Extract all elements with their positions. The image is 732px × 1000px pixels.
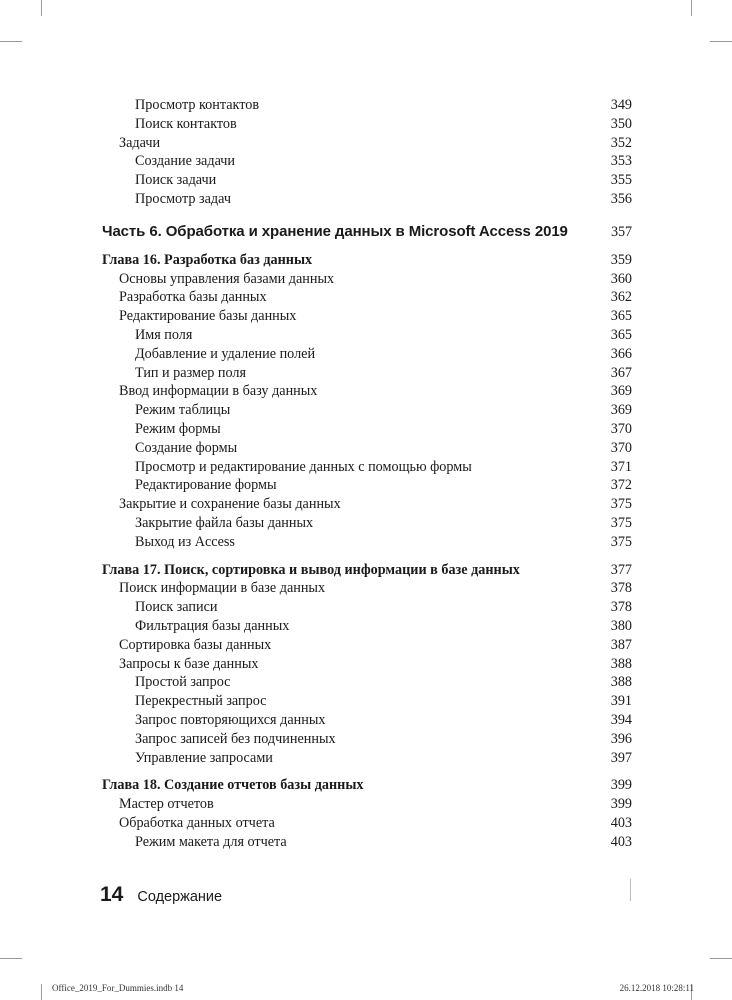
toc-subsection [102,171,632,190]
toc-subsection [102,326,632,345]
toc-entry-title: Основы управления базами данных [119,270,335,287]
toc-entry-title: Поиск записи [135,599,218,616]
toc-entry-title: Добавление и удаление полей [135,345,316,362]
toc-entry-title: Закрытие файла базы данных [135,514,314,531]
table-of-contents [102,96,632,851]
toc-entry-title: Разработка базы данных [119,289,267,306]
toc-entry-page-number: 378 [610,580,632,597]
toc-section [102,495,632,514]
toc-entry-page-number: 397 [610,749,632,766]
toc-entry-title: Поиск задачи [135,172,217,189]
toc-entry-page-number: 387 [610,636,632,653]
page-footer [100,883,222,907]
slug-file-name: Office_2019_For_Dummies.indb 14 [52,983,184,993]
toc-entry-title: Простой запрос [135,674,231,691]
slug-timestamp: 26.12.2018 10:28:11 [619,983,694,993]
toc-entry-title: Поиск информации в базе данных [119,580,326,597]
toc-entry-title: Глава 18. Создание отчетов базы данных [102,777,364,794]
toc-entry-title: Режим макета для отчета [135,833,287,850]
toc-entry-title: Просмотр и редактирование данных с помощью формы [135,458,472,475]
toc-entry-title: Тип и размер поля [135,364,246,381]
toc-subsection [102,420,632,439]
toc-entry-title: Редактирование базы данных [119,308,297,325]
toc-entry-title: Режим формы [135,420,221,437]
crop-mark-left-bottom [0,958,22,959]
toc-entry-page-number: 399 [610,777,632,794]
toc-chapter [102,776,632,795]
footer-divider [630,879,631,901]
toc-section [102,288,632,307]
toc-entry-page-number: 353 [610,153,632,170]
crop-mark-right-bottom [710,958,732,959]
toc-entry-page-number: 399 [610,796,632,813]
toc-entry-title: Перекрестный запрос [135,693,267,710]
toc-chapter [102,251,632,270]
toc-entry-page-number: 349 [610,97,632,113]
toc-entry-page-number: 355 [610,172,632,189]
page-number: 14 [100,883,124,906]
toc-entry-title: Имя поля [135,326,193,343]
toc-section [102,134,632,153]
toc-subsection [102,514,632,533]
toc-entry-page-number: 377 [610,561,632,578]
toc-entry-page-number: 366 [610,345,632,362]
crop-mark-top-left [41,0,42,16]
toc-entry-title: Фильтрация базы данных [135,617,290,634]
toc-subsection [102,833,632,852]
toc-subsection [102,730,632,749]
crop-mark-left-top [0,41,22,42]
toc-entry-title: Создание формы [135,439,238,456]
toc-entry-page-number: 371 [610,458,632,475]
toc-entry-title: Выход из Access [135,533,235,550]
toc-entry-page-number: 360 [610,270,632,287]
toc-subsection [102,458,632,477]
toc-entry-title: Управление запросами [135,749,273,766]
toc-subsection [102,533,632,552]
toc-entry-page-number: 396 [610,730,632,747]
toc-subsection [102,673,632,692]
toc-entry-page-number: 367 [610,364,632,381]
toc-subsection [102,692,632,711]
toc-entry-page-number: 391 [610,693,632,710]
toc-entry-title: Запросы к базе данных [119,655,259,672]
toc-entry-title: Мастер отчетов [119,796,214,813]
toc-entry-page-number: 378 [610,599,632,616]
toc-entry-title: Часть 6. Обработка и хранение данных в Microsoft Access 2019 [102,222,568,240]
toc-entry-page-number: 388 [610,655,632,672]
toc-entry-page-number: 380 [610,617,632,634]
toc-entry-page-number: 375 [610,496,632,513]
toc-entry-page-number: 369 [610,383,632,400]
toc-subsection [102,711,632,730]
toc-entry-title: Просмотр контактов [135,97,260,113]
toc-subsection [102,96,632,115]
toc-entry-title: Запрос повторяющихся данных [135,711,326,728]
toc-subsection [102,190,632,209]
toc-entry-page-number: 370 [610,439,632,456]
toc-subsection [102,401,632,420]
toc-entry-page-number: 372 [610,477,632,494]
crop-mark-right-top [710,41,732,42]
toc-entry-title: Поиск контактов [135,115,237,132]
toc-entry-page-number: 370 [610,420,632,437]
toc-subsection [102,152,632,171]
toc-entry-title: Обработка данных отчета [119,814,275,831]
toc-entry-page-number: 356 [610,190,632,207]
running-footer-title: Содержание [137,889,223,905]
toc-entry-page-number: 357 [611,223,632,240]
toc-entry-title: Создание задачи [135,153,236,170]
toc-section [102,795,632,814]
toc-section [102,307,632,326]
toc-entry-page-number: 403 [610,833,632,850]
toc-entry-page-number: 359 [610,251,632,268]
toc-entry-title: Сортировка базы данных [119,636,272,653]
toc-entry-page-number: 365 [610,326,632,343]
toc-entry-title: Запрос записей без подчиненных [135,730,336,747]
toc-section [102,579,632,598]
toc-section [102,814,632,833]
toc-entry-title: Ввод информации в базу данных [119,383,318,400]
toc-subsection [102,115,632,134]
toc-entry-page-number: 352 [610,134,632,151]
toc-entry-page-number: 403 [610,814,632,831]
print-slug-line [0,974,732,1000]
toc-entry-title: Глава 17. Поиск, сортировка и вывод информации в базе данных [102,561,520,578]
toc-subsection [102,617,632,636]
toc-entry-title: Глава 16. Разработка баз данных [102,251,313,268]
toc-entry-page-number: 375 [610,514,632,531]
toc-entry-page-number: 362 [610,289,632,306]
toc-entry-title: Закрытие и сохранение базы данных [119,496,341,513]
toc-section [102,382,632,401]
toc-section [102,655,632,674]
toc-subsection [102,345,632,364]
toc-section [102,636,632,655]
toc-section [102,270,632,289]
toc-entry-page-number: 369 [610,402,632,419]
toc-entry-title: Просмотр задач [135,190,231,207]
toc-entry-page-number: 388 [610,674,632,691]
toc-entry-page-number: 394 [610,711,632,728]
toc-entry-page-number: 365 [610,308,632,325]
toc-subsection [102,476,632,495]
crop-mark-top-right [691,0,692,16]
toc-subsection [102,749,632,768]
toc-subsection [102,598,632,617]
toc-entry-page-number: 350 [610,115,632,132]
toc-entry-title: Редактирование формы [135,477,277,494]
toc-subsection [102,439,632,458]
toc-entry-title: Задачи [119,134,161,151]
toc-part [102,222,632,242]
toc-entry-title: Режим таблицы [135,402,231,419]
toc-entry-page-number: 375 [610,533,632,550]
toc-subsection [102,364,632,383]
toc-chapter [102,561,632,580]
